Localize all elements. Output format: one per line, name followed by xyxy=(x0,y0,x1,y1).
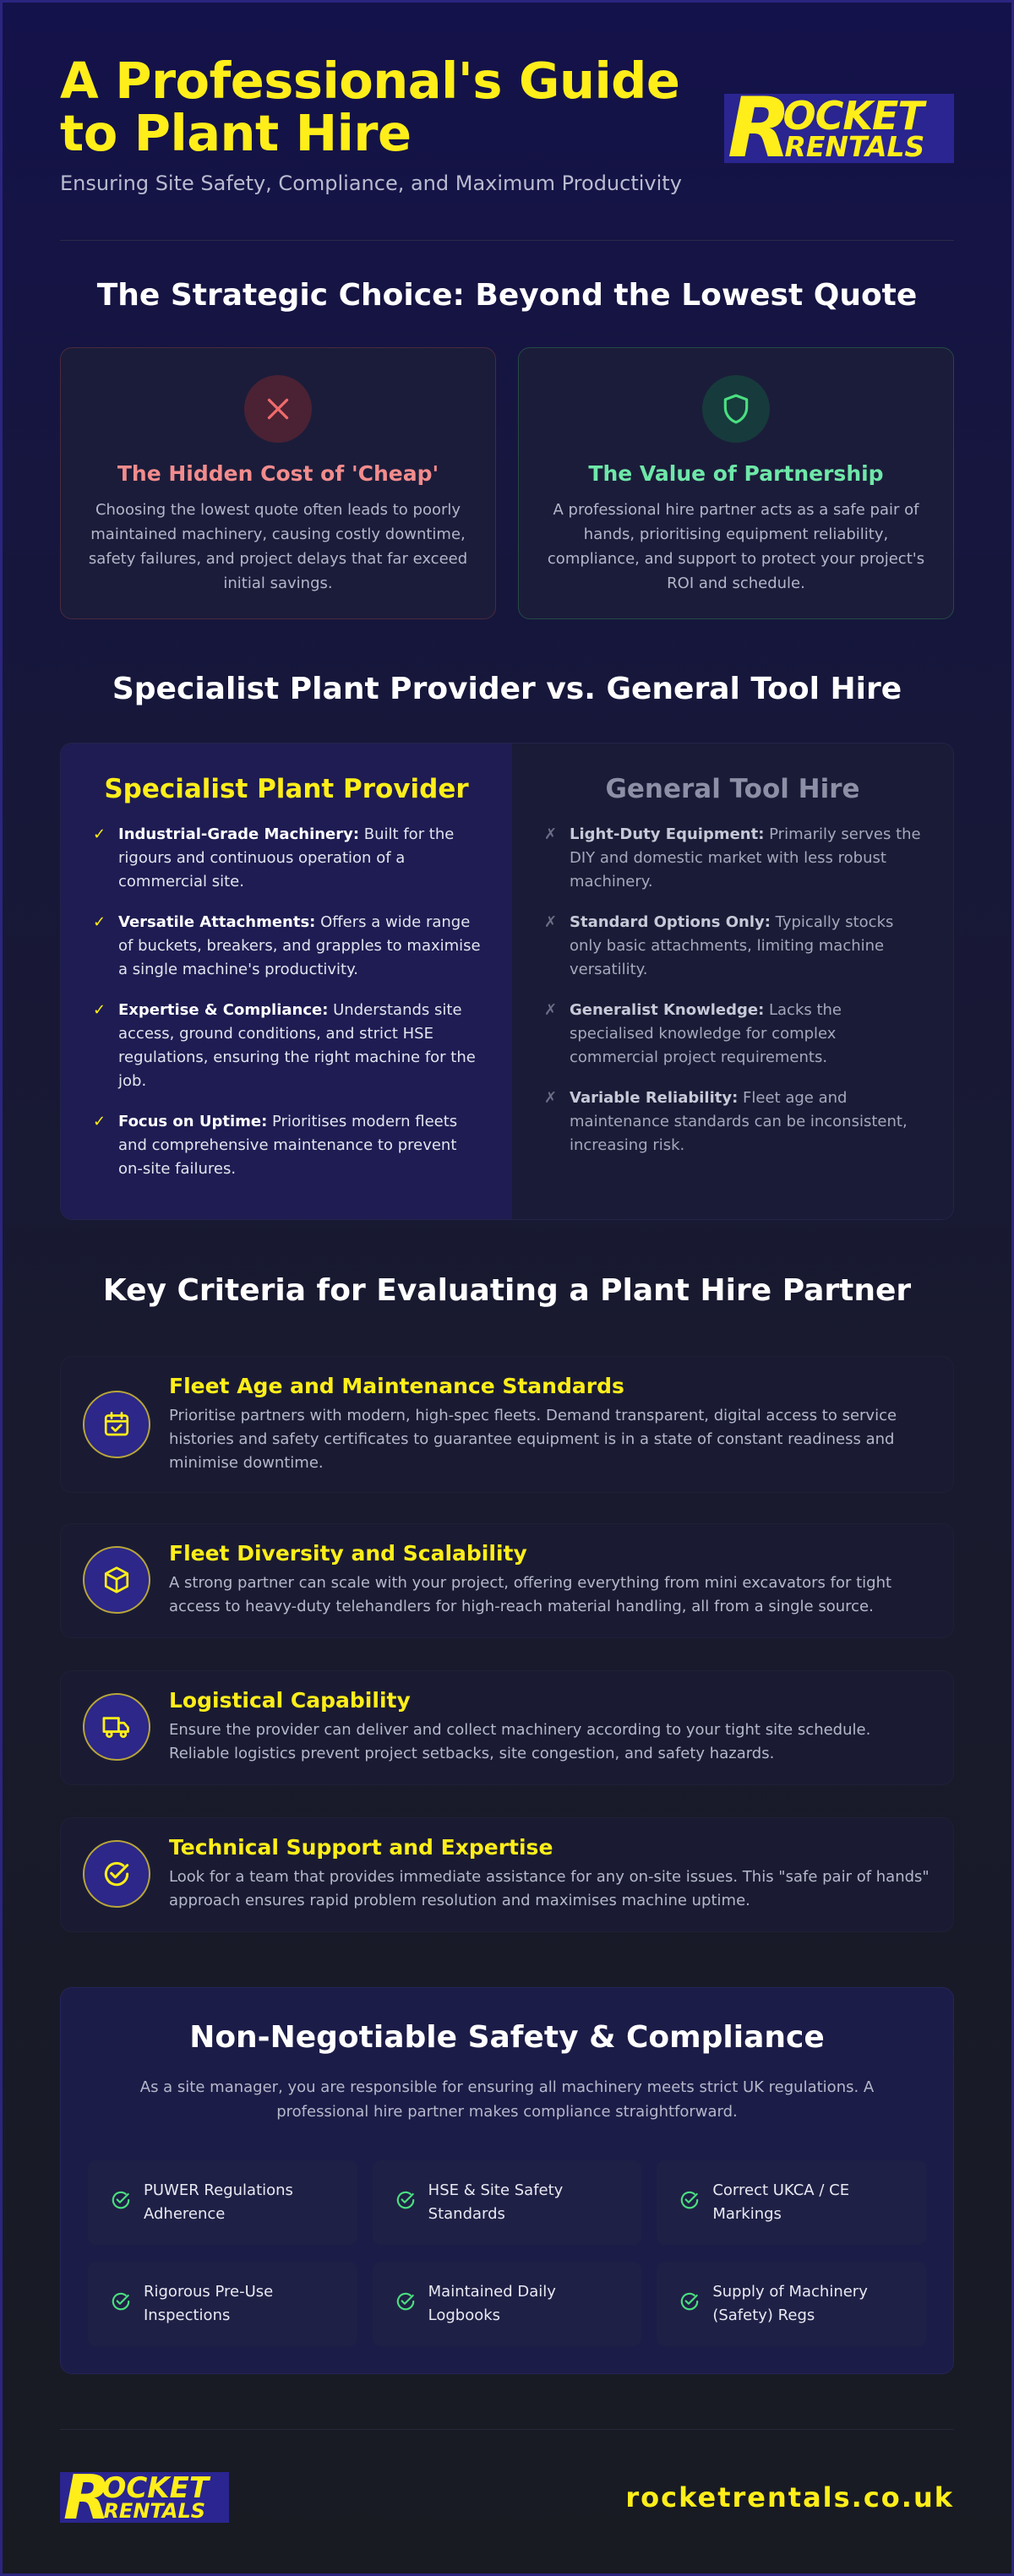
hidden-cost-card xyxy=(60,347,496,619)
check-icon: ✓ xyxy=(93,913,106,931)
criteria-title: Fleet Diversity and Scalability xyxy=(169,1541,527,1566)
compliance-item xyxy=(373,2160,642,2245)
list-item: ✓ Versatile Attachments: Offers a wide range of buckets, breakers, and grapples to maximise a single machine's productivity. xyxy=(93,911,483,982)
cross-icon: ✗ xyxy=(544,825,558,843)
rocket-rentals-logo[interactable] xyxy=(724,80,954,177)
compliance-label: Supply of Machinery (Safety) Regs xyxy=(712,2283,868,2324)
cross-icon: ✗ xyxy=(544,1001,558,1019)
compliance-item xyxy=(373,2262,642,2346)
page-subtitle: Ensuring Site Safety, Compliance, and Maximum Productivity xyxy=(60,172,682,195)
comparison-section-title: Specialist Plant Provider vs. General Tool Hire xyxy=(112,672,902,706)
check-circle-icon xyxy=(679,2189,701,2211)
check-circle-icon xyxy=(110,2290,132,2312)
specialist-list xyxy=(93,823,483,1181)
compliance-label: Maintained Daily Logbooks xyxy=(428,2283,556,2324)
criteria-card-logistics xyxy=(60,1670,954,1785)
safety-intro: As a site manager, you are responsible for ensuring all machinery meets strict UK regulations. A professional hire partner makes compliance straightforward. xyxy=(139,2078,875,2121)
card-text: Choosing the lowest quote often leads to poorly maintained machinery, causing costly downtime, safety failures, and project delays that far exceed initial savings. xyxy=(88,501,468,592)
compliance-item xyxy=(88,2262,357,2346)
compliance-label: Correct UKCA / CE Markings xyxy=(712,2181,850,2223)
compliance-item xyxy=(657,2262,926,2346)
list-item: ✗ Generalist Knowledge: Lacks the specialised knowledge for complex commercial project requirements. xyxy=(544,999,924,1070)
compliance-grid xyxy=(88,2160,926,2346)
list-item: ✓ Industrial-Grade Machinery: Built for the rigours and continuous operation of a commercial site. xyxy=(93,823,483,894)
criteria-text: Prioritise partners with modern, high-spec fleets. Demand transparent, digital access to service histories and safety certificates to guarantee equipment is in a state of constant readiness and minimise downtime. xyxy=(169,1407,897,1472)
cross-icon: ✗ xyxy=(544,913,558,931)
criteria-text: Ensure the provider can deliver and collect machinery according to your tight site schedule. Reliable logistics prevent project setbacks, site congestion, and safety hazards. xyxy=(169,1721,871,1762)
website-link[interactable]: rocketrentals.co.uk xyxy=(625,2481,954,2513)
footer-logo[interactable] xyxy=(60,2462,229,2533)
check-circle-icon xyxy=(395,2290,417,2312)
compliance-label: Rigorous Pre-Use Inspections xyxy=(144,2283,274,2324)
specialist-column xyxy=(61,743,512,1219)
criteria-title: Logistical Capability xyxy=(169,1688,411,1713)
check-circle-icon xyxy=(101,1858,133,1890)
compliance-label: PUWER Regulations Adherence xyxy=(144,2181,293,2223)
list-item: ✗ Light-Duty Equipment: Primarily serves the DIY and domestic market with less robust machinery. xyxy=(544,823,924,894)
check-icon: ✓ xyxy=(93,825,106,843)
list-item: ✓ Focus on Uptime: Prioritises modern fleets and comprehensive maintenance to prevent on-site failures. xyxy=(93,1110,483,1181)
logo-word2: RENTALS xyxy=(784,130,925,163)
check-circle-icon xyxy=(679,2290,701,2312)
specialist-title: Specialist Plant Provider xyxy=(104,774,469,804)
logo-letter: R xyxy=(63,2462,107,2533)
general-title: General Tool Hire xyxy=(605,774,860,804)
criteria-section-title: Key Criteria for Evaluating a Plant Hire Partner xyxy=(102,1273,912,1308)
compliance-item xyxy=(657,2160,926,2245)
criteria-card-fleet-age xyxy=(60,1356,954,1493)
safety-title: Non-Negotiable Safety & Compliance xyxy=(189,2020,825,2055)
page-title-line1: A Professional's Guide xyxy=(60,52,680,110)
general-column xyxy=(512,743,953,1219)
cube-icon xyxy=(101,1565,132,1595)
criteria-card-technical-support xyxy=(60,1817,954,1932)
card-text: A professional hire partner acts as a safe pair of hands, prioritising equipment reliability, compliance, and support to protect your project's ROI and schedule. xyxy=(547,501,925,592)
comparison-table xyxy=(60,743,954,1220)
check-circle-icon xyxy=(110,2189,132,2211)
header xyxy=(60,3,954,241)
criteria-card-fleet-diversity xyxy=(60,1523,954,1638)
truck-icon xyxy=(101,1711,133,1743)
check-circle-icon xyxy=(395,2189,417,2211)
card-title: The Value of Partnership xyxy=(588,461,884,486)
check-icon: ✓ xyxy=(93,1001,106,1019)
logo-word1: OCKET xyxy=(101,2471,210,2505)
calendar-check-icon xyxy=(101,1409,132,1440)
logo-word2: RENTALS xyxy=(103,2499,206,2523)
x-icon xyxy=(263,394,293,424)
footer-divider xyxy=(60,2429,954,2430)
cross-icon: ✗ xyxy=(544,1089,558,1107)
logo-letter: R xyxy=(728,80,788,177)
page-title xyxy=(60,52,719,162)
safety-compliance-panel xyxy=(60,1987,954,2374)
logo-word1: OCKET xyxy=(782,93,924,139)
compliance-label: HSE & Site Safety Standards xyxy=(428,2181,564,2223)
criteria-title: Technical Support and Expertise xyxy=(169,1835,553,1860)
compliance-item xyxy=(88,2160,357,2245)
check-icon: ✓ xyxy=(93,1113,106,1130)
card-title: The Hidden Cost of 'Cheap' xyxy=(117,461,439,486)
list-item: ✓ Expertise & Compliance: Understands site access, ground conditions, and strict HSE regulations, ensuring the right machine for the job. xyxy=(93,999,483,1093)
list-item: ✗ Variable Reliability: Fleet age and maintenance standards can be inconsistent, increasing risk. xyxy=(544,1086,924,1157)
shield-icon xyxy=(720,393,752,425)
strategic-section-title: The Strategic Choice: Beyond the Lowest Quote xyxy=(96,278,918,313)
criteria-text: Look for a team that provides immediate assistance for any on-site issues. This "safe pair of hands" approach ensures rapid problem resolution and maximises machine uptime. xyxy=(169,1868,930,1909)
general-list xyxy=(544,823,924,1157)
criteria-text: A strong partner can scale with your project, offering everything from mini excavators for tight access to heavy-duty telehandlers for high-reach material handling, all from a single source. xyxy=(169,1574,892,1615)
page-title-line2: to Plant Hire xyxy=(60,104,412,162)
list-item: ✗ Standard Options Only: Typically stocks only basic attachments, limiting machine versatility. xyxy=(544,911,924,982)
content-wrapper xyxy=(60,3,954,2533)
criteria-title: Fleet Age and Maintenance Standards xyxy=(169,1374,624,1398)
partnership-card xyxy=(518,347,954,619)
